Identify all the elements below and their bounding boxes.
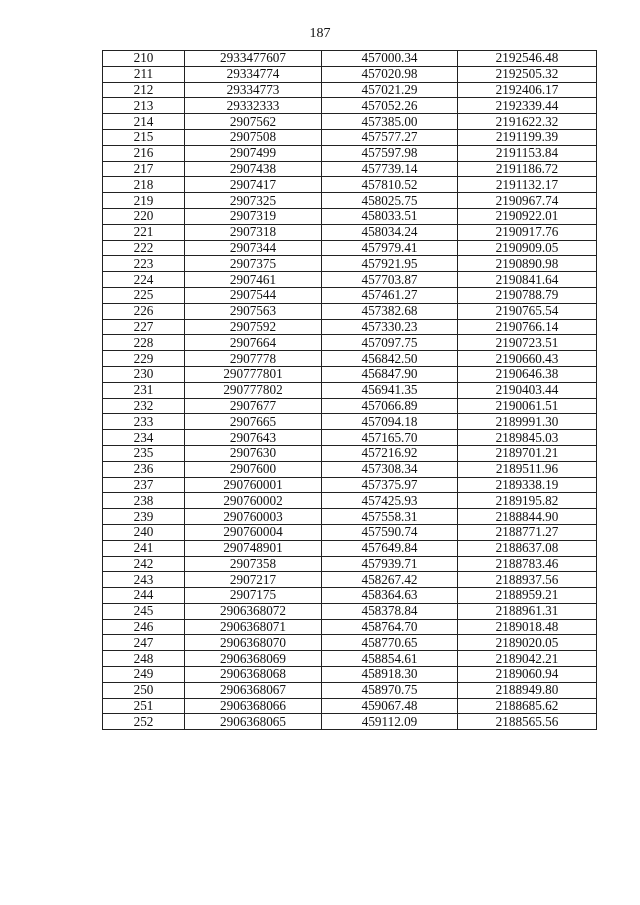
point-id-cell: 290777801: [185, 366, 322, 382]
x-coordinate-cell: 459112.09: [322, 714, 458, 730]
point-id-cell: 2907592: [185, 319, 322, 335]
y-coordinate-cell: 2191186.72: [458, 161, 597, 177]
table-row: [103, 714, 597, 730]
point-id-cell: 2907417: [185, 177, 322, 193]
table-row: [103, 588, 597, 604]
x-coordinate-cell: 457094.18: [322, 414, 458, 430]
table-row: [103, 493, 597, 509]
point-id-cell: 2907325: [185, 193, 322, 209]
x-coordinate-cell: 457216.92: [322, 445, 458, 461]
point-number-cell: 226: [103, 303, 185, 319]
point-id-cell: 2906368065: [185, 714, 322, 730]
x-coordinate-cell: 458025.75: [322, 193, 458, 209]
point-number-cell: 232: [103, 398, 185, 414]
y-coordinate-cell: 2190841.64: [458, 272, 597, 288]
point-number-cell: 240: [103, 524, 185, 540]
x-coordinate-cell: 457425.93: [322, 493, 458, 509]
point-number-cell: 252: [103, 714, 185, 730]
x-coordinate-cell: 457597.98: [322, 145, 458, 161]
point-id-cell: 2906368067: [185, 682, 322, 698]
point-number-cell: 210: [103, 51, 185, 67]
table-row: [103, 98, 597, 114]
table-row: [103, 145, 597, 161]
coordinates-table: [102, 50, 597, 730]
point-number-cell: 236: [103, 461, 185, 477]
point-id-cell: 29332333: [185, 98, 322, 114]
table-row: [103, 256, 597, 272]
x-coordinate-cell: 458770.65: [322, 635, 458, 651]
point-number-cell: 229: [103, 351, 185, 367]
point-number-cell: 235: [103, 445, 185, 461]
table-row: [103, 351, 597, 367]
point-id-cell: 2906368071: [185, 619, 322, 635]
x-coordinate-cell: 458854.61: [322, 651, 458, 667]
point-id-cell: 2906368066: [185, 698, 322, 714]
table-row: [103, 82, 597, 98]
point-number-cell: 241: [103, 540, 185, 556]
point-id-cell: 290760001: [185, 477, 322, 493]
x-coordinate-cell: 458918.30: [322, 667, 458, 683]
point-number-cell: 216: [103, 145, 185, 161]
point-id-cell: 29334774: [185, 66, 322, 82]
x-coordinate-cell: 457703.87: [322, 272, 458, 288]
point-id-cell: 2907438: [185, 161, 322, 177]
x-coordinate-cell: 457165.70: [322, 430, 458, 446]
x-coordinate-cell: 457558.31: [322, 509, 458, 525]
point-number-cell: 220: [103, 208, 185, 224]
point-id-cell: 2907499: [185, 145, 322, 161]
point-id-cell: 2907508: [185, 129, 322, 145]
table-row: [103, 240, 597, 256]
point-number-cell: 237: [103, 477, 185, 493]
table-row: [103, 224, 597, 240]
point-id-cell: 290760002: [185, 493, 322, 509]
y-coordinate-cell: 2190788.79: [458, 287, 597, 303]
y-coordinate-cell: 2190646.38: [458, 366, 597, 382]
point-number-cell: 242: [103, 556, 185, 572]
y-coordinate-cell: 2190766.14: [458, 319, 597, 335]
table-row: [103, 335, 597, 351]
point-number-cell: 234: [103, 430, 185, 446]
x-coordinate-cell: 457649.84: [322, 540, 458, 556]
coordinates-table-body: [103, 51, 597, 730]
table-row: [103, 572, 597, 588]
table-row: [103, 398, 597, 414]
point-id-cell: 2907344: [185, 240, 322, 256]
point-id-cell: 2907318: [185, 224, 322, 240]
y-coordinate-cell: 2192505.32: [458, 66, 597, 82]
y-coordinate-cell: 2189042.21: [458, 651, 597, 667]
point-id-cell: 2906368069: [185, 651, 322, 667]
point-number-cell: 219: [103, 193, 185, 209]
y-coordinate-cell: 2189020.05: [458, 635, 597, 651]
table-row: [103, 66, 597, 82]
y-coordinate-cell: 2188685.62: [458, 698, 597, 714]
point-number-cell: 211: [103, 66, 185, 82]
table-row: [103, 667, 597, 683]
point-number-cell: 227: [103, 319, 185, 335]
point-id-cell: 2907600: [185, 461, 322, 477]
y-coordinate-cell: 2190723.51: [458, 335, 597, 351]
y-coordinate-cell: 2188783.46: [458, 556, 597, 572]
x-coordinate-cell: 456847.90: [322, 366, 458, 382]
x-coordinate-cell: 458034.24: [322, 224, 458, 240]
x-coordinate-cell: 457308.34: [322, 461, 458, 477]
point-number-cell: 251: [103, 698, 185, 714]
point-id-cell: 2907563: [185, 303, 322, 319]
y-coordinate-cell: 2188949.80: [458, 682, 597, 698]
y-coordinate-cell: 2189195.82: [458, 493, 597, 509]
point-number-cell: 233: [103, 414, 185, 430]
table-row: [103, 366, 597, 382]
x-coordinate-cell: 457590.74: [322, 524, 458, 540]
x-coordinate-cell: 457385.00: [322, 114, 458, 130]
point-id-cell: 2906368068: [185, 667, 322, 683]
point-number-cell: 246: [103, 619, 185, 635]
y-coordinate-cell: 2188937.56: [458, 572, 597, 588]
y-coordinate-cell: 2190967.74: [458, 193, 597, 209]
table-row: [103, 556, 597, 572]
point-id-cell: 2907319: [185, 208, 322, 224]
point-id-cell: 290777802: [185, 382, 322, 398]
point-number-cell: 214: [103, 114, 185, 130]
x-coordinate-cell: 457330.23: [322, 319, 458, 335]
x-coordinate-cell: 457979.41: [322, 240, 458, 256]
point-id-cell: 2907677: [185, 398, 322, 414]
point-number-cell: 249: [103, 667, 185, 683]
point-number-cell: 213: [103, 98, 185, 114]
x-coordinate-cell: 457000.34: [322, 51, 458, 67]
point-number-cell: 238: [103, 493, 185, 509]
y-coordinate-cell: 2189991.30: [458, 414, 597, 430]
table-row: [103, 524, 597, 540]
point-id-cell: 2933477607: [185, 51, 322, 67]
x-coordinate-cell: 457066.89: [322, 398, 458, 414]
table-row: [103, 682, 597, 698]
y-coordinate-cell: 2189338.19: [458, 477, 597, 493]
y-coordinate-cell: 2190909.05: [458, 240, 597, 256]
x-coordinate-cell: 458378.84: [322, 603, 458, 619]
y-coordinate-cell: 2189701.21: [458, 445, 597, 461]
x-coordinate-cell: 458033.51: [322, 208, 458, 224]
table-row: [103, 114, 597, 130]
x-coordinate-cell: 458267.42: [322, 572, 458, 588]
y-coordinate-cell: 2188959.21: [458, 588, 597, 604]
y-coordinate-cell: 2191199.39: [458, 129, 597, 145]
table-row: [103, 540, 597, 556]
y-coordinate-cell: 2190922.01: [458, 208, 597, 224]
point-number-cell: 223: [103, 256, 185, 272]
x-coordinate-cell: 457375.97: [322, 477, 458, 493]
table-row: [103, 698, 597, 714]
table-row: [103, 461, 597, 477]
point-id-cell: 2907217: [185, 572, 322, 588]
y-coordinate-cell: 2190765.54: [458, 303, 597, 319]
point-number-cell: 230: [103, 366, 185, 382]
point-number-cell: 248: [103, 651, 185, 667]
y-coordinate-cell: 2190890.98: [458, 256, 597, 272]
point-number-cell: 243: [103, 572, 185, 588]
y-coordinate-cell: 2190061.51: [458, 398, 597, 414]
point-number-cell: 221: [103, 224, 185, 240]
y-coordinate-cell: 2191622.32: [458, 114, 597, 130]
point-number-cell: 217: [103, 161, 185, 177]
table-row: [103, 603, 597, 619]
table-row: [103, 319, 597, 335]
table-row: [103, 635, 597, 651]
y-coordinate-cell: 2190403.44: [458, 382, 597, 398]
table-row: [103, 272, 597, 288]
point-number-cell: 225: [103, 287, 185, 303]
y-coordinate-cell: 2190917.76: [458, 224, 597, 240]
point-id-cell: 2906368070: [185, 635, 322, 651]
table-row: [103, 651, 597, 667]
x-coordinate-cell: 458970.75: [322, 682, 458, 698]
point-id-cell: 29334773: [185, 82, 322, 98]
table-row: [103, 477, 597, 493]
point-id-cell: 2907665: [185, 414, 322, 430]
point-id-cell: 2907778: [185, 351, 322, 367]
point-id-cell: 290760004: [185, 524, 322, 540]
table-row: [103, 208, 597, 224]
point-number-cell: 222: [103, 240, 185, 256]
point-id-cell: 290760003: [185, 509, 322, 525]
point-number-cell: 247: [103, 635, 185, 651]
point-id-cell: 2907643: [185, 430, 322, 446]
y-coordinate-cell: 2192339.44: [458, 98, 597, 114]
point-id-cell: 2907358: [185, 556, 322, 572]
point-number-cell: 228: [103, 335, 185, 351]
y-coordinate-cell: 2189511.96: [458, 461, 597, 477]
point-id-cell: 2906368072: [185, 603, 322, 619]
x-coordinate-cell: 457739.14: [322, 161, 458, 177]
point-number-cell: 224: [103, 272, 185, 288]
page-number: 187: [309, 26, 331, 41]
point-number-cell: 218: [103, 177, 185, 193]
y-coordinate-cell: 2188844.90: [458, 509, 597, 525]
table-row: [103, 414, 597, 430]
y-coordinate-cell: 2190660.43: [458, 351, 597, 367]
point-id-cell: 2907375: [185, 256, 322, 272]
table-row: [103, 619, 597, 635]
table-row: [103, 161, 597, 177]
point-number-cell: 239: [103, 509, 185, 525]
y-coordinate-cell: 2188565.56: [458, 714, 597, 730]
point-id-cell: 290748901: [185, 540, 322, 556]
x-coordinate-cell: 459067.48: [322, 698, 458, 714]
table-row: [103, 445, 597, 461]
table-row: [103, 287, 597, 303]
x-coordinate-cell: 457577.27: [322, 129, 458, 145]
x-coordinate-cell: 456941.35: [322, 382, 458, 398]
table-row: [103, 430, 597, 446]
point-id-cell: 2907562: [185, 114, 322, 130]
point-number-cell: 215: [103, 129, 185, 145]
y-coordinate-cell: 2188771.27: [458, 524, 597, 540]
table-row: [103, 193, 597, 209]
point-number-cell: 245: [103, 603, 185, 619]
table-row: [103, 51, 597, 67]
point-id-cell: 2907664: [185, 335, 322, 351]
x-coordinate-cell: 457939.71: [322, 556, 458, 572]
table-row: [103, 303, 597, 319]
y-coordinate-cell: 2189018.48: [458, 619, 597, 635]
y-coordinate-cell: 2189060.94: [458, 667, 597, 683]
table-row: [103, 177, 597, 193]
point-number-cell: 212: [103, 82, 185, 98]
x-coordinate-cell: 456842.50: [322, 351, 458, 367]
y-coordinate-cell: 2188961.31: [458, 603, 597, 619]
x-coordinate-cell: 458364.63: [322, 588, 458, 604]
point-id-cell: 2907175: [185, 588, 322, 604]
y-coordinate-cell: 2189845.03: [458, 430, 597, 446]
point-id-cell: 2907544: [185, 287, 322, 303]
x-coordinate-cell: 457052.26: [322, 98, 458, 114]
y-coordinate-cell: 2191153.84: [458, 145, 597, 161]
x-coordinate-cell: 457021.29: [322, 82, 458, 98]
point-number-cell: 250: [103, 682, 185, 698]
x-coordinate-cell: 457097.75: [322, 335, 458, 351]
point-number-cell: 231: [103, 382, 185, 398]
x-coordinate-cell: 457921.95: [322, 256, 458, 272]
y-coordinate-cell: 2192546.48: [458, 51, 597, 67]
x-coordinate-cell: 457461.27: [322, 287, 458, 303]
table-row: [103, 129, 597, 145]
x-coordinate-cell: 458764.70: [322, 619, 458, 635]
x-coordinate-cell: 457810.52: [322, 177, 458, 193]
point-id-cell: 2907630: [185, 445, 322, 461]
y-coordinate-cell: 2188637.08: [458, 540, 597, 556]
y-coordinate-cell: 2192406.17: [458, 82, 597, 98]
y-coordinate-cell: 2191132.17: [458, 177, 597, 193]
table-row: [103, 509, 597, 525]
point-number-cell: 244: [103, 588, 185, 604]
x-coordinate-cell: 457020.98: [322, 66, 458, 82]
x-coordinate-cell: 457382.68: [322, 303, 458, 319]
table-row: [103, 382, 597, 398]
point-id-cell: 2907461: [185, 272, 322, 288]
